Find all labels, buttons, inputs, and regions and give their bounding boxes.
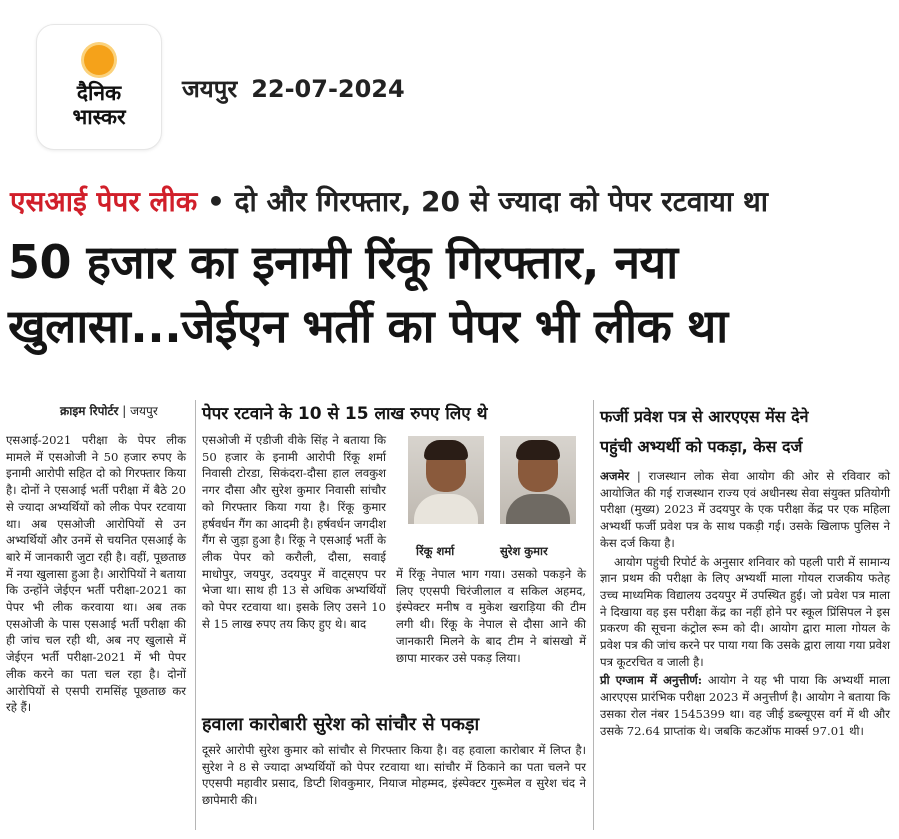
subhead: पेपर रटवाने के 10 से 15 लाख रुपए लिए थे xyxy=(202,404,488,424)
paragraph-lead: प्री एग्जाम में अनुत्तीर्ण: xyxy=(600,673,703,688)
article-column-2-bottom xyxy=(202,742,586,811)
column-divider xyxy=(593,400,594,830)
logo-text-line1: दैनिक xyxy=(76,81,122,105)
kicker xyxy=(10,182,890,220)
photo-caption: सुरेश कुमार xyxy=(500,544,548,558)
logo-text-line2: भास्कर xyxy=(72,105,126,129)
article-text: में रिंकू नेपाल भाग गया। उसको पकड़ने के लिए एएसपी चिरंजीलाल व सकिल अहमद, इंस्पेक्टर मनीष व मुकेश खराड़िया की टीम लगी थी। रिंकू के नेपाल से दौसा आने की जानकारी मिलने के बाद टीम ने बांसखो में छापा मारकर उसे पकड़ लिया। xyxy=(396,567,586,665)
byline-name: क्राइम रिपोर्टर xyxy=(60,404,119,418)
photo-suresh-kumar xyxy=(500,436,576,524)
photo-rinku-sharma xyxy=(408,436,484,524)
city: जयपुर xyxy=(182,75,238,103)
kicker-topic: एसआई पेपर लीक xyxy=(10,185,198,218)
article-column-1 xyxy=(6,432,186,718)
dateline-ajmer: अजमेर xyxy=(600,469,630,483)
article-paragraph: अजमेर | राजस्थान लोक सेवा आयोग की ओर से रविवार को आयोजित की गई राजस्थान राज्य एवं अधीनस्थ सेवा संयुक्त प्रतियोगी परीक्षा (मुख्य) 2023 में उदयपुर के एक परीक्षा केंद्र पर एक महिला अभ्यर्थी फर्जी प्रवेश पत्र के साथ पकड़ी गई। उसके खिलाफ पुलिस ने केस दर्ज किया है। xyxy=(600,469,891,550)
date: 22-07-2024 xyxy=(251,75,405,103)
article-column-2-left xyxy=(202,432,386,634)
article-text: दूसरे आरोपी सुरेश कुमार को सांचौर से गिरफ्तार किया है। वह हवाला कारोबार में लिप्त है। सुरेश ने 8 से ज्यादा अभ्यर्थियों को पेपर रटवाया था। सांचौर में ठिकाने का पता चलने पर एएसपी महावीर प्रसाद, डिप्टी शिवकुमार, नियाज मोहम्मद, इंस्पेक्टर गुरूमेल व सुरेश चंद ने छापेमारी की। xyxy=(202,743,586,808)
subhead-line: फर्जी प्रवेश पत्र से आरएएस मेंस देने xyxy=(600,407,809,426)
article-column-3 xyxy=(600,468,890,741)
sun-icon xyxy=(84,45,114,75)
article-text: एसआई-2021 परीक्षा के पेपर लीक मामले में एसओजी ने 50 हजार रुपए के इनामी आरोपी सहित दो को गिरफ्तार किया है। दोनों ने एसआई भर्ती परीक्षा में बैठे 20 से ज्यादा अभ्यर्थियों को लीक पेपर रटवाया था। अब एसओजी आरोपियों से उन अभ्यर्थियों और उनमें से चयनित एसआई के बारे में जानकारी जुटा रही है। वहीं, पूछताछ में नया खुलासा हुआ है। आरोपियों ने बताया कि उन्होंने जेईएन भर्ती परीक्षा-2021 का पेपर भी लीक करवाया था। अब तक एसओजी के पास एसआई भर्ती परीक्षा की ही जांच चल रही थी, अब नए खुलासे में जेईएन भर्ती परीक्षा-2021 में भी पेपर लीक करने का पता चल रहा है। दोनों आरोपियों से एसपी रामसिंह पूछताछ कर रहे हैं। xyxy=(6,433,186,715)
article-text: एसओजी में एडीजी वीके सिंह ने बताया कि 50 हजार के इनामी आरोपी रिंकू शर्मा निवासी टोरडा, सिकंदरा-दौसा हाल लवकुश नगर दौसा और सुरेश कुमार निवासी सांचौर को गिरफ्तार किया गया है। रिंकू कुमार हर्षवर्धन गैंग का आदमी है। हर्षवर्धन जगदीश गैंग से जुड़ा हुआ है। रिंकू ने एसआई भर्ती के लीक पेपर को करौली, दौसा, सवाई माधोपुर, जयपुर, उदयपुर में वाट्सएप पर भेजा था। साथ ही 13 से अधिक अभ्यर्थियों को पेपर रटवाया था। इसके लिए उसने 10 से 15 लाख रुपए तय किए हुए थे। बाद xyxy=(202,433,386,631)
byline xyxy=(60,402,158,419)
subhead xyxy=(600,402,809,462)
dateline xyxy=(182,72,405,105)
column-divider xyxy=(195,400,196,830)
article-column-2-right xyxy=(396,566,586,668)
kicker-text: • दो और गिरफ्तार, 20 से ज्यादा को पेपर रटवाया था xyxy=(197,185,769,218)
subhead-line: पहुंची अभ्यर्थी को पकड़ा, केस दर्ज xyxy=(600,437,803,456)
article-paragraph: आयोग पहुंची रिपोर्ट के अनुसार शनिवार को पहली पारी में सामान्य ज्ञान प्रथम की परीक्षा के लिए अभ्यर्थी माला गोयल राजकीय फतेह उच्च माध्यमिक विद्यालय उदयपुर में उपस्थित हुई। जो प्रवेश पत्र माला ने दिखाया वह इस परीक्षा केंद्र का नहीं होने पर स्कूल प्रिंसिपल ने इस प्रकरण की सूचना कंट्रोल रूम को दी। आयोग द्वारा माला गोयल के प्रवेश पत्र की जांच करने पर पाया गया कि उसके द्वारा लाया गया प्रवेश पत्र कूटरचित व जाली है। xyxy=(600,554,890,669)
byline-location: | जयपुर xyxy=(118,404,158,418)
dainik-bhaskar-logo xyxy=(36,24,162,150)
headline: 50 हजार का इनामी रिंकू गिरफ्तार, नया खुलासा...जेईएन भर्ती का पेपर भी लीक था xyxy=(8,235,728,353)
article-paragraph: प्री एग्जाम में अनुत्तीर्ण: आयोग ने यह भी पाया कि अभ्यर्थी माला आरएएस प्रारंभिक परीक्षा 2023 में अनुत्तीर्ण है। आयोग ने बताया कि उसका रोल नंबर 1545399 था। वह जीई डब्ल्यूएस वर्ग में थी और उसके 72.64 प्राप्तांक थे। जबकि कटऑफ मार्क्स 97.01 थी। xyxy=(600,673,890,738)
photo-caption: रिंकू शर्मा xyxy=(416,544,455,558)
subhead: हवाला कारोबारी सुरेश को सांचौर से पकड़ा xyxy=(202,714,480,735)
